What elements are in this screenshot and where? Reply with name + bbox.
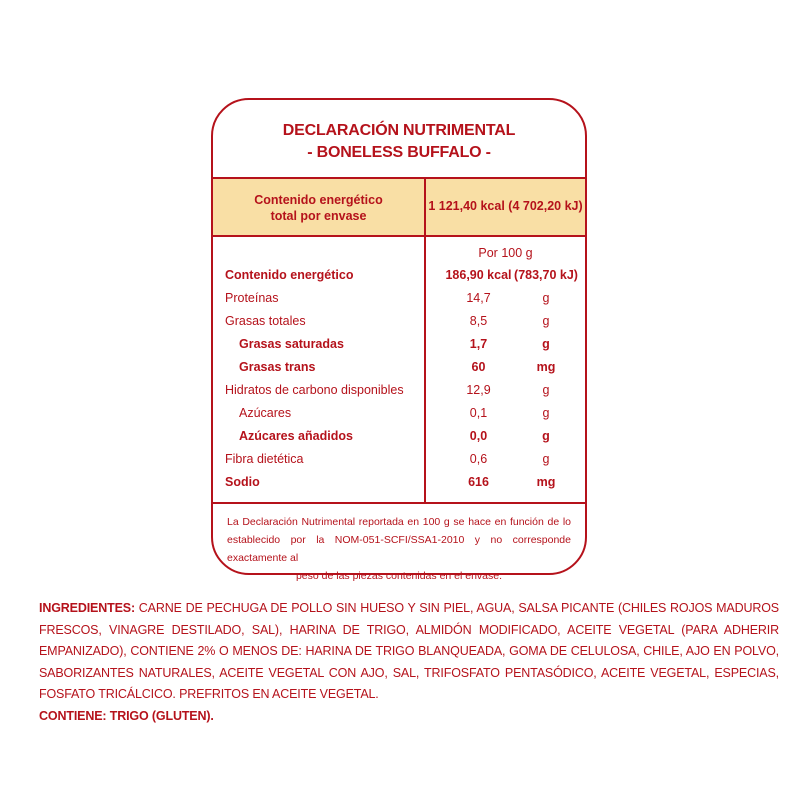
nutrient-unit: g: [542, 383, 550, 397]
nutrient-value: 616: [468, 475, 489, 489]
disclaimer-last-line: peso de las piezas contenidas en el envase.: [295, 570, 503, 582]
nutrient-unit: g: [542, 406, 550, 420]
nutrient-row-saturated-fat: [213, 334, 585, 357]
nutrient-value: 12,9: [466, 383, 491, 397]
nutrient-value: 14,7: [466, 291, 491, 305]
total-energy-box: [213, 177, 585, 237]
nutrient-label: Grasas saturadas: [239, 337, 344, 351]
ingredients-block: [39, 598, 779, 727]
per-100g-header: Por 100 g: [478, 246, 533, 260]
nutrient-label: Fibra dietética: [225, 452, 304, 466]
total-energy-label-line-1: Contenido energético: [254, 193, 383, 207]
table-bottom-divider: [213, 502, 585, 504]
nutrient-value: 60: [471, 360, 486, 374]
nutrient-label: Contenido energético: [225, 268, 354, 282]
total-energy-value: 1 121,40 kcal (4 702,20 kJ): [428, 199, 583, 213]
nutrient-row-total-fat: [213, 311, 585, 334]
nutrient-label: Azúcares añadidos: [239, 429, 353, 443]
nutrient-label: Grasas trans: [239, 360, 316, 374]
nutrient-row-carbohydrates: [213, 380, 585, 403]
nutrient-unit: g: [542, 429, 550, 443]
nutrient-value: 0,6: [469, 452, 488, 466]
nutrient-row-energy: [213, 265, 585, 288]
nutrient-unit: g: [542, 291, 550, 305]
nutrient-value: 1,7: [469, 337, 488, 351]
disclaimer-note: [227, 513, 571, 585]
nutrient-label: Grasas totales: [225, 314, 306, 328]
nutrient-row-sugars: [213, 403, 585, 426]
nutrient-label: Proteínas: [225, 291, 279, 305]
total-energy-label-line-2: total por envase: [270, 209, 367, 223]
title-line-2: - BONELESS BUFFALO -: [307, 144, 491, 161]
nutrient-row-fiber: [213, 449, 585, 472]
nutrient-row-added-sugars: [213, 426, 585, 449]
nutrient-value: 186,90 kcal: [445, 268, 512, 282]
ingredients-text: CARNE DE PECHUGA DE POLLO SIN HUESO Y SIN PIEL, AGUA, SALSA PICANTE (CHILES ROJOS MADUROS FRESCOS, VINAGRE DESTILADO, SAL), HARINA DE TRIGO, ALMIDÓN MODIFICADO, ACEITE VEGETAL (PARA ADHERIR EMPANIZADO), CONTIENE 2% O MENOS DE: HARINA DE TRIGO BLANQUEADA, GOMA DE CELULOSA, CHILE, AJO EN POLVO, SABORIZANTES NATURALES, ACEITE VEGETAL CON AJO, SAL, TRIFOSFATO PENTASÓDICO, ACEITE VEGETAL, ESPECIAS, FOSFATO TRICÁLCICO. PREFRITOS EN ACEITE VEGETAL.: [39, 601, 779, 701]
panel-title: [213, 120, 585, 164]
nutrient-unit: mg: [536, 360, 556, 374]
nutrient-value: 0,1: [469, 406, 488, 420]
title-line-1: DECLARACIÓN NUTRIMENTAL: [282, 122, 516, 139]
allergen-statement: CONTIENE: TRIGO (GLUTEN).: [39, 708, 214, 723]
nutrient-unit: g: [542, 337, 550, 351]
nutrient-label: Azúcares: [239, 406, 292, 420]
nutrient-unit: g: [542, 452, 550, 466]
nutrient-unit: (783,70 kJ): [514, 268, 578, 282]
ingredients-heading: INGREDIENTES:: [39, 601, 135, 615]
nutrient-row-protein: [213, 288, 585, 311]
nutrient-label: Hidratos de carbono disponibles: [225, 383, 404, 397]
nutrition-panel: [211, 98, 587, 582]
nutrient-value: 8,5: [469, 314, 488, 328]
disclaimer-main: La Declaración Nutrimental reportada en 100 g se hace en función de lo establecido por la NOM-051-SCFI/SSA1-2010 y no corresponde exactamente al: [227, 516, 571, 564]
nutrient-row-trans-fat: [213, 357, 585, 380]
nutrient-row-sodium: [213, 472, 585, 495]
nutrient-unit: g: [542, 314, 550, 328]
total-energy-label: [213, 192, 424, 224]
nutrient-unit: mg: [536, 475, 556, 489]
nutrient-value: 0,0: [469, 429, 488, 443]
nutrient-label: Sodio: [225, 475, 260, 489]
